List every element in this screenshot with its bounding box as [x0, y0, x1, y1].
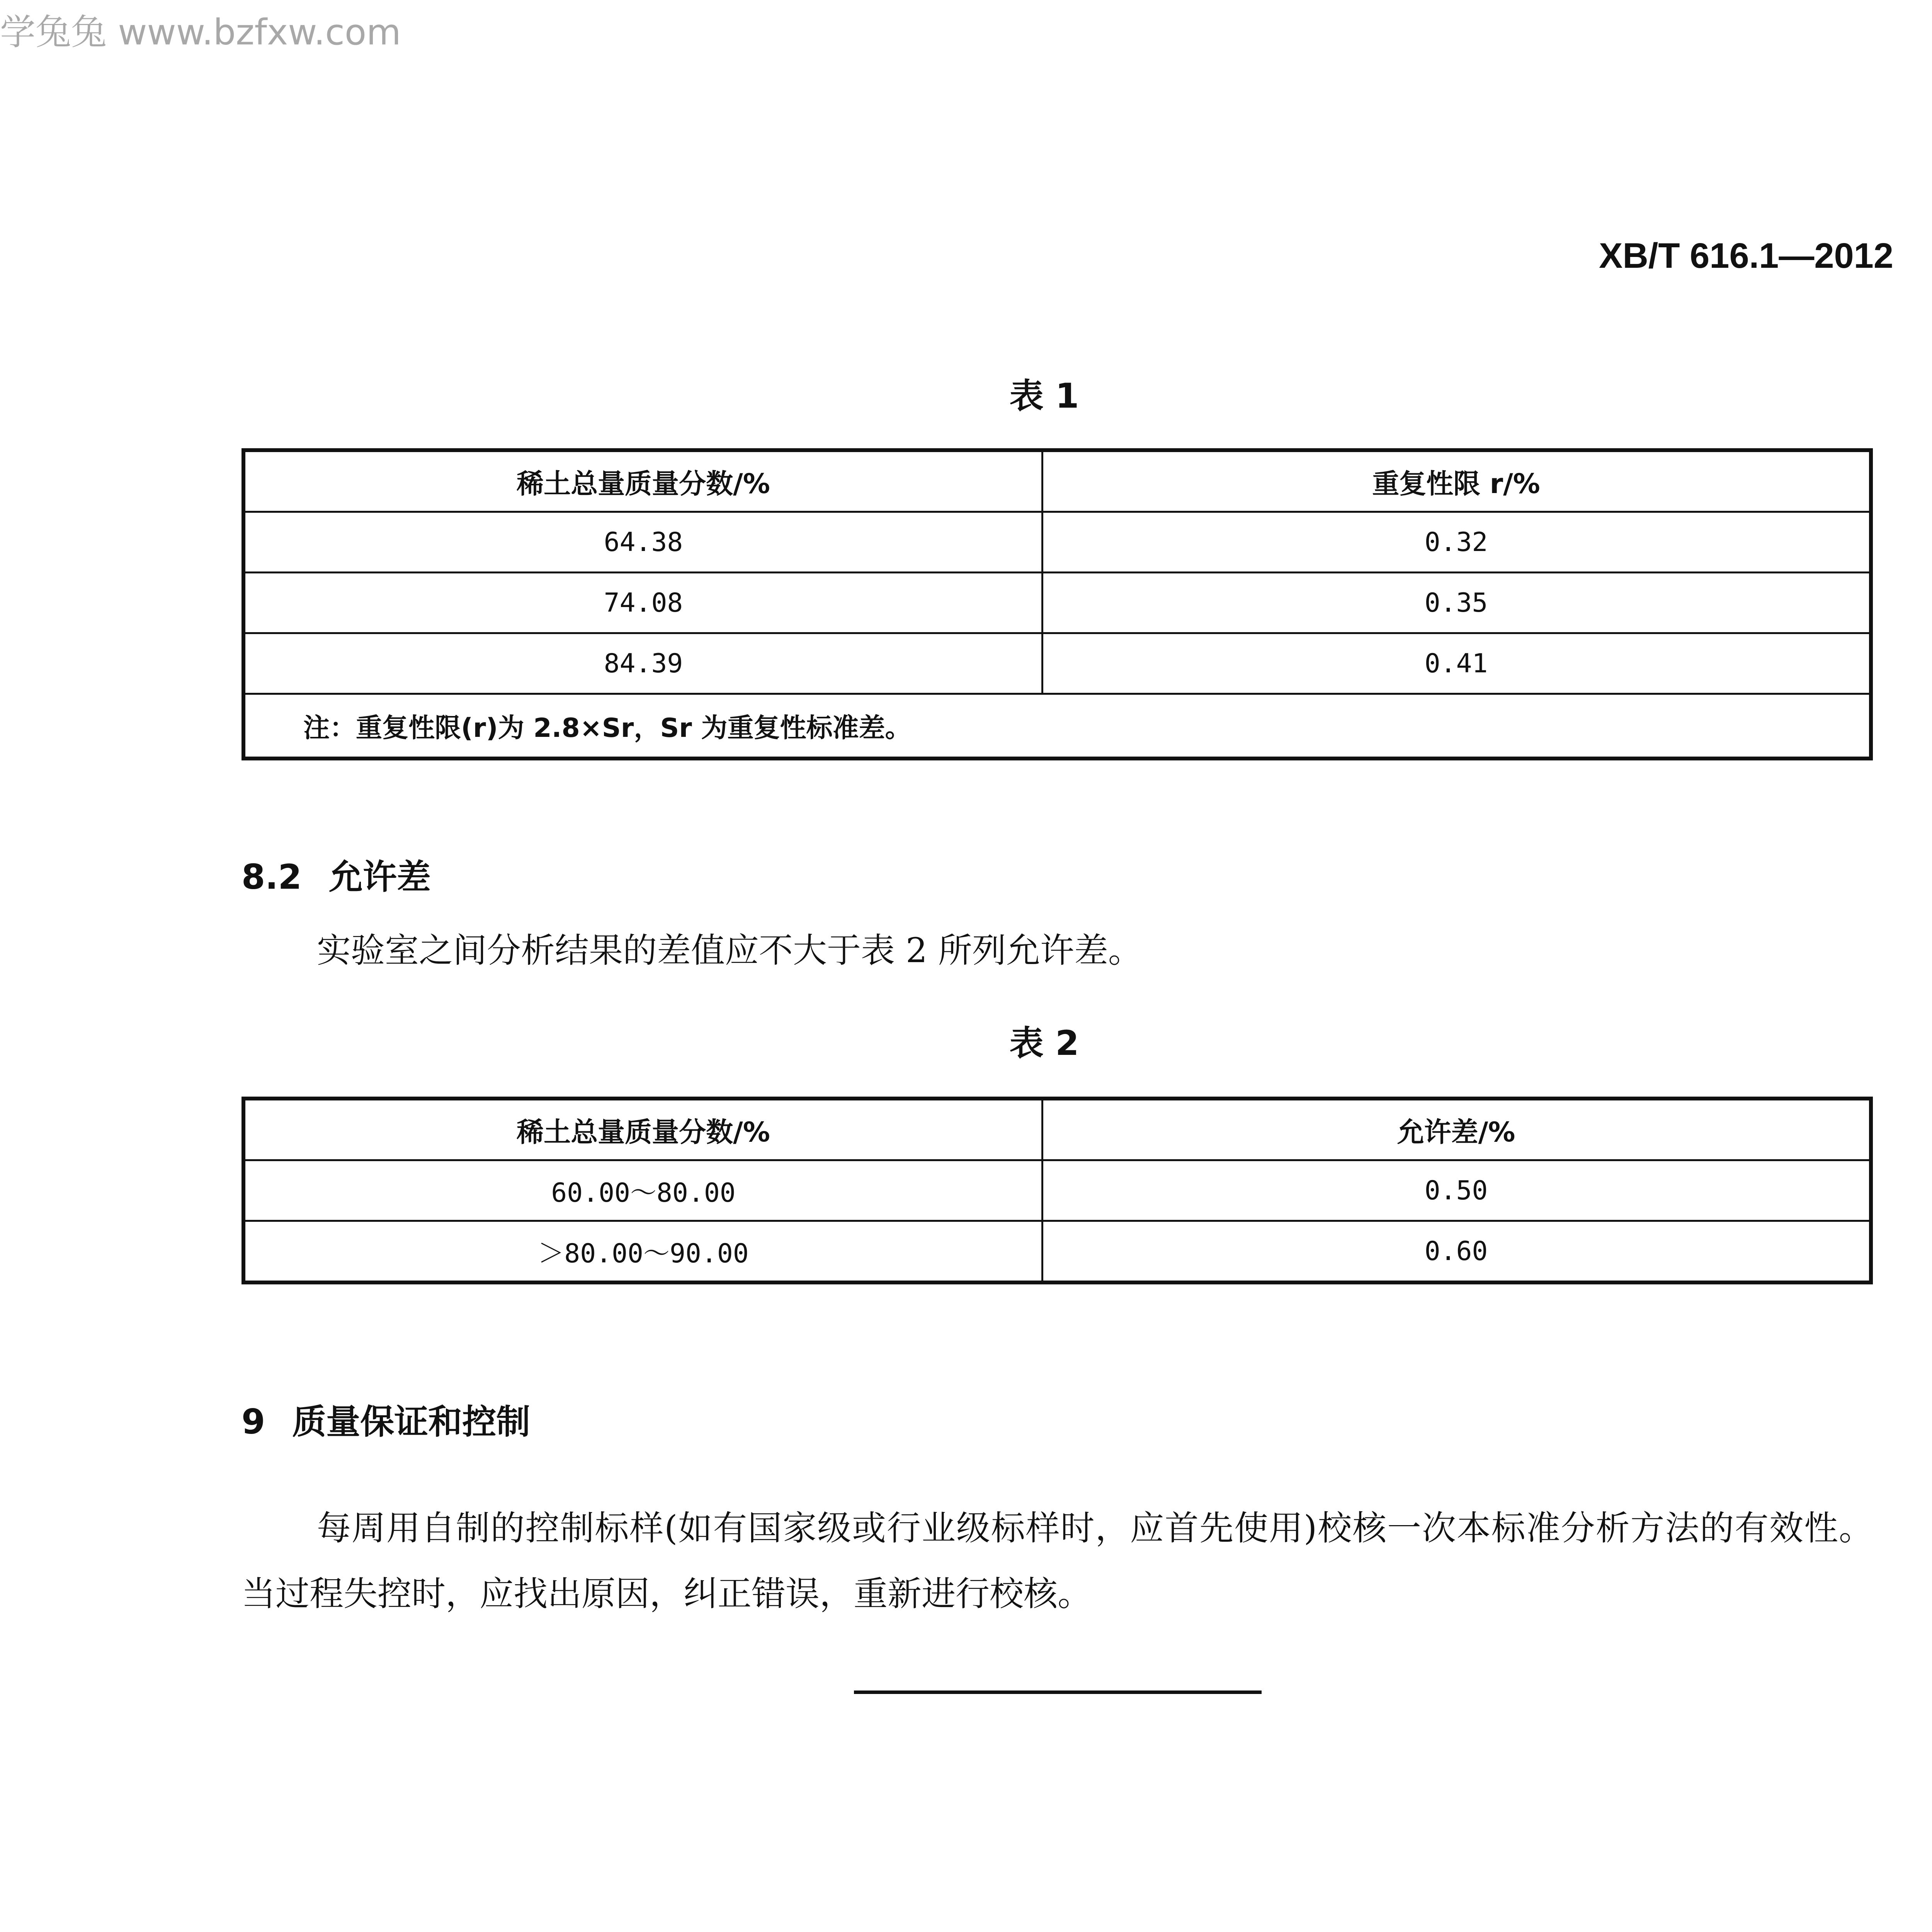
table-row — [243, 573, 1871, 633]
table-2-header-content: 稀土总量质量分数/% — [243, 1099, 1043, 1160]
table-1-header-row — [243, 450, 1871, 512]
table-row — [243, 633, 1871, 694]
table-2 — [242, 1097, 1873, 1284]
table-1 — [242, 448, 1873, 760]
section-8-2-heading — [242, 850, 431, 899]
table-cell: 0.60 — [1043, 1221, 1871, 1283]
table-cell: 84.39 — [243, 633, 1043, 694]
table-row — [243, 1160, 1871, 1221]
table-2-title: 表 2 — [1009, 1023, 1079, 1063]
table-cell: 60.00～80.00 — [243, 1160, 1043, 1221]
table-2-header-tolerance: 允许差/% — [1043, 1099, 1871, 1160]
table-cell: ＞80.00～90.00 — [243, 1221, 1043, 1283]
end-of-document-rule — [854, 1690, 1262, 1694]
watermark: 学兔兔 www.bzfxw.com — [0, 12, 401, 53]
table-cell: 0.35 — [1043, 573, 1871, 633]
table-1-title: 表 1 — [1009, 376, 1079, 416]
section-8-2-title: 允许差 — [328, 857, 431, 897]
table-cell: 0.50 — [1043, 1160, 1871, 1221]
section-9-paragraph: 每周用自制的控制标样(如有国家级或行业级标样时，应首先使用)校核一次本标准分析方法的有效性。当过程失控时，应找出原因，纠正错误，重新进行校核。 — [242, 1508, 1873, 1614]
table-cell: 0.41 — [1043, 633, 1871, 694]
section-8-2-paragraph: 实验室之间分析结果的差值应不大于表 2 所列允许差。 — [317, 930, 1142, 970]
table-cell: 74.08 — [243, 573, 1043, 633]
table-2-header-row — [243, 1099, 1871, 1160]
table-cell: 0.32 — [1043, 512, 1871, 573]
section-9-title: 质量保证和控制 — [292, 1402, 531, 1442]
table-row — [243, 1221, 1871, 1283]
table-1-note-row — [243, 694, 1871, 759]
section-8-2-number: 8.2 — [242, 857, 302, 897]
section-9-number: 9 — [242, 1402, 265, 1442]
table-cell: 64.38 — [243, 512, 1043, 573]
section-9-heading — [242, 1395, 530, 1444]
table-1-header-content: 稀土总量质量分数/% — [243, 450, 1043, 512]
standard-code: XB/T 616.1—2012 — [1599, 236, 1893, 276]
table-1-note: 注：重复性限(r)为 2.8×Sr，Sr 为重复性标准差。 — [243, 694, 1871, 759]
table-row — [243, 512, 1871, 573]
table-1-header-repeatability: 重复性限 r/% — [1043, 450, 1871, 512]
